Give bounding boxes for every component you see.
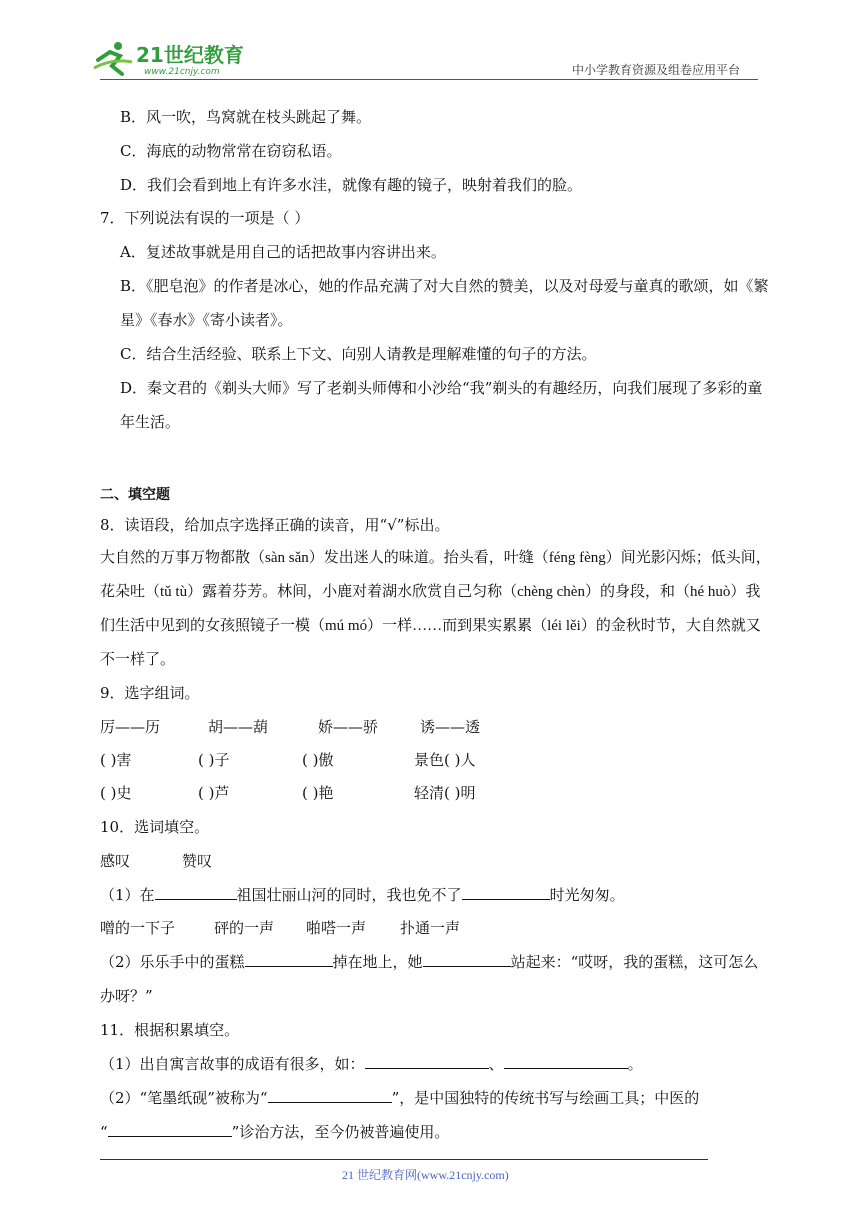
q9-pair: 诱——透 <box>420 718 481 736</box>
q10-word-option: 啪嗒一声 <box>306 919 367 937</box>
q8-passage-line4: 不一样了。 <box>100 650 176 668</box>
answer-blank[interactable] <box>504 1054 628 1069</box>
q9-blank[interactable]: ( )芦 <box>198 784 230 802</box>
answer-blank[interactable] <box>245 952 333 967</box>
q10-stem: 10．选词填空。 <box>100 818 210 836</box>
sentence-text: （1）在 <box>100 886 155 904</box>
q9-blank[interactable]: ( )史 <box>100 784 132 802</box>
footer-link[interactable]: 21 世纪教育网(www.21cnjy.com) <box>342 1168 509 1182</box>
q7-option-c: C．结合生活经验、联系上下文、向别人请教是理解难懂的句子的方法。 <box>120 345 597 363</box>
sentence-text: 祖国壮丽山河的同时，我也免不了 <box>236 886 462 904</box>
q9-blank[interactable]: ( )傲 <box>302 751 334 769</box>
q7-option-d-line1: D．秦文君的《剃头大师》写了老剃头师傅和小沙给“我”剃头的有趣经历，向我们展现了多彩的童 <box>120 379 763 397</box>
q9-pair: 厉——历 <box>100 718 161 736</box>
sentence-text: 掉在地上，她 <box>332 953 423 971</box>
answer-blank[interactable] <box>365 1054 489 1069</box>
footer-divider <box>100 1159 708 1160</box>
q9-blank[interactable]: 景色( )人 <box>414 751 476 769</box>
q11-sentence-2 <box>100 1087 699 1108</box>
q9-stem: 9．选字组词。 <box>100 684 200 702</box>
q10-word-option: 噌的一下子 <box>100 919 176 937</box>
q7-stem: 7．下列说法有误的一项是（ ） <box>100 209 310 227</box>
runner-icon <box>94 42 132 74</box>
sentence-text: （2）“笔墨纸砚”被称为“ <box>100 1089 268 1107</box>
q10-word-option: 扑通一声 <box>400 919 461 937</box>
q10-sentence-2 <box>100 951 758 972</box>
q9-pair: 娇——骄 <box>318 718 379 736</box>
q9-blank[interactable]: ( )子 <box>198 751 230 769</box>
sentence-text: 。 <box>627 1055 643 1073</box>
q10-word-option: 砰的一声 <box>214 919 275 937</box>
answer-blank[interactable] <box>462 885 550 900</box>
q9-pair: 胡——葫 <box>208 718 269 736</box>
q10-word-option: 感叹 <box>100 852 131 870</box>
answer-blank[interactable] <box>155 885 237 900</box>
answer-blank[interactable] <box>268 1088 392 1103</box>
sentence-text: 站起来：“哎呀，我的蛋糕，这可怎么 <box>510 953 759 971</box>
q6-option-c: C．海底的动物常常在窃窃私语。 <box>120 142 342 160</box>
q9-blank[interactable]: ( )害 <box>100 751 132 769</box>
q7-option-d-line2: 年生活。 <box>120 413 181 431</box>
answer-blank[interactable] <box>108 1122 232 1137</box>
site-logo <box>92 38 257 78</box>
svg-text:21世纪教育: 21世纪教育 <box>136 43 244 67</box>
q7-option-b-line2: 星》《春水》《寄小读者》。 <box>120 311 293 329</box>
q7-option-a: A．复述故事就是用自己的话把故事内容讲出来。 <box>120 243 446 261</box>
q8-passage-line2: 花朵吐（tǔ tù）露着芬芳。林间，小鹿对着湖水欣赏自己匀称（chèng chèn）的身段，和（hé huò）我 <box>100 584 761 600</box>
q10-sentence-2-cont: 办呀？” <box>100 987 153 1005</box>
sentence-text: （1）出自寓言故事的成语有很多，如： <box>100 1055 365 1073</box>
sentence-text: ”，是中国独特的传统书写与绘画工具；中医的 <box>391 1089 700 1107</box>
q11-stem: 11．根据积累填空。 <box>100 1021 240 1039</box>
sentence-text: 时光匆匆。 <box>549 886 625 904</box>
q6-option-b: B．风一吹，鸟窝就在枝头跳起了舞。 <box>120 108 372 126</box>
q8-passage-line3: 们生活中见到的女孩照镜子一模（mú mó）一样……而到果实累累（léi lěi）的金秋时节，大自然就又 <box>100 618 761 634</box>
q8-stem: 8．读语段，给加点字选择正确的读音，用“√”标出。 <box>100 516 450 534</box>
header-divider <box>100 79 758 80</box>
q9-blank[interactable]: 轻清( )明 <box>414 784 476 802</box>
q9-blank[interactable]: ( )艳 <box>302 784 334 802</box>
sentence-text: ”诊治方法，至今仍被普遍使用。 <box>231 1123 450 1141</box>
sentence-text: “ <box>100 1123 108 1141</box>
svg-text:www.21cnjy.com: www.21cnjy.com <box>144 67 220 77</box>
section-title: 二、填空题 <box>100 487 170 503</box>
q10-sentence-1 <box>100 884 625 905</box>
q8-passage-line1: 大自然的万事万物都散（sàn sǎn）发出迷人的味道。抬头看，叶缝（féng fèng）间光影闪烁；低头间， <box>100 550 771 566</box>
sentence-text: 、 <box>488 1055 504 1073</box>
platform-name: 中小学教育资源及组卷应用平台 <box>572 63 741 77</box>
q6-option-d: D．我们会看到地上有许多水洼，就像有趣的镜子，映射着我们的脸。 <box>120 176 583 194</box>
q11-sentence-1 <box>100 1053 643 1074</box>
answer-blank[interactable] <box>423 952 511 967</box>
q10-word-option: 赞叹 <box>182 852 213 870</box>
q7-option-b-line1: B．《肥皂泡》的作者是冰心，她的作品充满了对大自然的赞美，以及对母爱与童真的歌颂，如《繁 <box>120 277 769 295</box>
sentence-text: （2）乐乐手中的蛋糕 <box>100 953 245 971</box>
q11-sentence-3 <box>100 1121 449 1142</box>
